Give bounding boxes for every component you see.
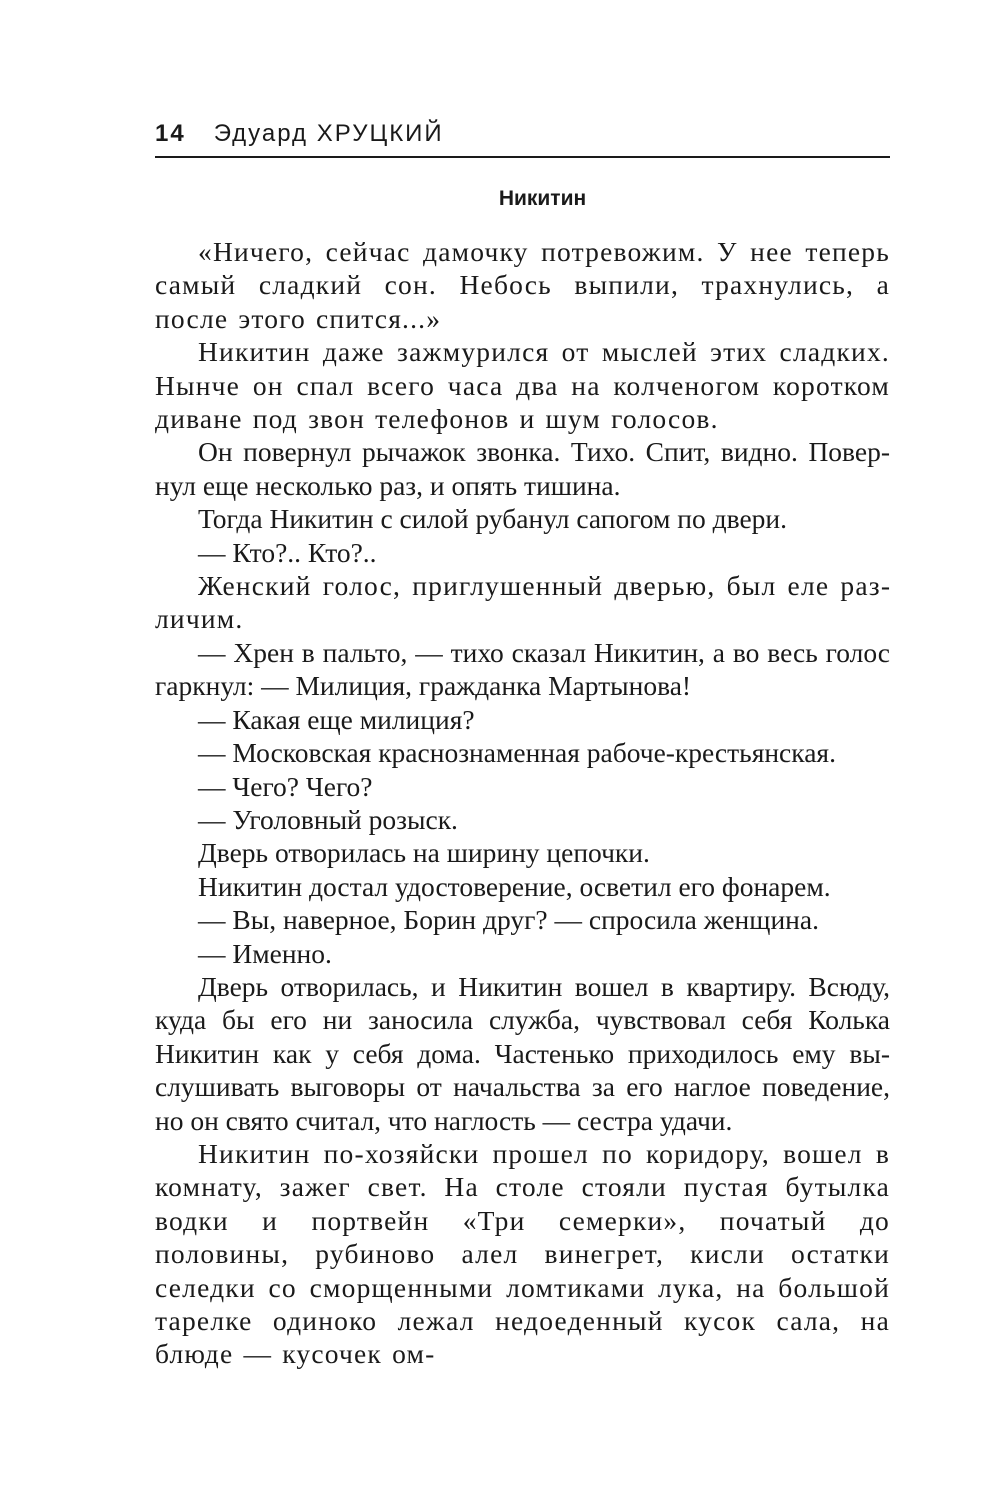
- paragraph: Никитин даже зажмурился от мыслей этих сладких. Нынче он спал всего часа два на колченогом коротком диване под звон телефонов и шум голосов.: [155, 336, 890, 435]
- paragraph: — Хрен в пальто, — тихо сказал Никитин, а во весь голос гаркнул: — Милиция, гражданка Мартынова!: [155, 636, 890, 702]
- page-number: 14: [155, 120, 186, 147]
- chapter-title: Никитин: [498, 187, 587, 210]
- paragraph: — Уголовный розыск.: [198, 803, 458, 835]
- running-head-author: Эдуард ХРУЦКИЙ: [213, 120, 444, 147]
- paragraph: Тогда Никитин с силой рубанул сапогом по двери.: [198, 503, 787, 535]
- paragraph: — Какая еще милиция?: [198, 703, 475, 735]
- book-page: [155, 120, 890, 1371]
- paragraph: Он повернул рычажок звонка. Тихо. Спит, видно. Повернул еще несколько раз, и опять тишина.: [155, 436, 890, 501]
- paragraph: — Именно.: [198, 937, 332, 969]
- paragraph: Дверь отворилась, и Никитин вошел в квартиру. Всюду, куда бы его ни заносила служба, чувствовал себя Колька Никитин как у себя дома. Частенько приходилось ему выслушивать выговоры от начальства за его наглое поведение, но он свято считал, что наглость — сестра удачи.: [155, 970, 890, 1136]
- paragraph: — Чего? Чего?: [198, 770, 373, 802]
- paragraph: — Кто?.. Кто?..: [198, 536, 377, 568]
- body-text: [155, 235, 890, 1371]
- paragraph: Никитин достал удостоверение, осветил его фонарем.: [198, 870, 831, 902]
- paragraph: Женский голос, приглушенный дверью, был еле различим.: [155, 570, 890, 635]
- paragraph: — Вы, наверное, Борин друг? — спросила женщина.: [198, 904, 819, 936]
- paragraph: «Ничего, сейчас дамочку потревожим. У нее теперь самый сладкий сон. Небось выпили, трахнулись, а после этого спится...»: [155, 236, 890, 334]
- running-head: [155, 120, 890, 158]
- paragraph: Дверь отворилась на ширину цепочки.: [198, 837, 650, 869]
- paragraph: — Московская краснознаменная рабоче-крестьянская.: [198, 737, 836, 769]
- paragraph: Никитин по-хозяйски прошел по коридору, вошел в комнату, зажег свет. На столе стояли пустая бутылка водки и портвейн «Три семерки», початый до половины, рубиново алел винегрет, кисли остатки селедки со сморщенными ломтиками лука, на большой тарелке одиноко лежал недоеденный кусок сала, на блюде — кусочек ом-: [155, 1137, 890, 1370]
